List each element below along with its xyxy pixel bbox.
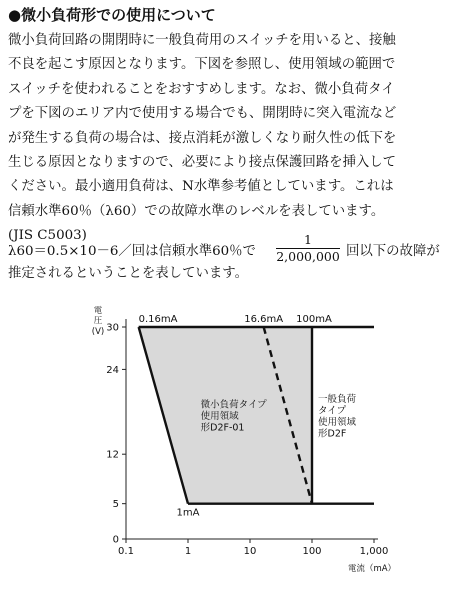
x-tick-label: 1 — [184, 546, 192, 557]
formula-prefix: λ60＝0.5×10－6／回は信頼水準60％で — [8, 244, 256, 259]
y-tick-label: 0 — [112, 534, 119, 546]
paragraph-line: が発生する負荷の場合は、接点消耗が激しくなり耐久性の低下を — [8, 130, 397, 146]
region-label: 微小負荷タイプ — [200, 399, 267, 411]
region-label: 形D2F — [318, 428, 347, 440]
x-tick-label: 10 — [243, 546, 257, 557]
paragraph-line: ください。最小適用負荷は、N水準参考値としています。これは — [8, 179, 394, 195]
y-axis-label-char: 圧 — [93, 316, 103, 326]
region-label: 使用領域 — [318, 416, 357, 428]
y-axis-label-char: 電 — [93, 306, 103, 316]
paragraph-line: 微小負荷回路の開閉時に一般負荷用のスイッチを用いると、接触 — [8, 33, 396, 48]
fraction-denominator: 2,000,000 — [276, 249, 340, 264]
x-axis-label: 電流（mA） — [347, 564, 397, 574]
region-label: 形D2F-01 — [200, 422, 245, 434]
region-label: 一般負荷 — [318, 393, 357, 405]
region-label: タイプ — [318, 405, 347, 417]
fraction-numerator: 1 — [276, 232, 340, 249]
region-label: 使用領域 — [200, 411, 239, 423]
annotation-label: 1mA — [176, 507, 200, 519]
x-tick-label: 0.1 — [118, 546, 134, 557]
y-axis-label-unit: (V) — [91, 327, 105, 337]
y-tick-label: 24 — [106, 364, 119, 376]
annotation-label: 100mA — [296, 314, 332, 325]
description-paragraph — [8, 29, 466, 249]
paragraph-line: スイッチを使われることをおすすめします。なお、微小負荷タイ — [8, 81, 395, 97]
formula-suffix: 回以下の故障が — [346, 244, 440, 259]
y-tick-label: 30 — [106, 322, 119, 334]
paragraph-line: 生じる原因となりますので、必要により接点保護回路を挿入して — [8, 155, 397, 171]
y-tick-label: 12 — [106, 449, 119, 461]
x-tick-label: 100 — [302, 546, 322, 557]
voltage-current-chart — [0, 294, 472, 599]
paragraph-line: 不良を起こす原因となります。下図を参照し、使用領域の範囲で — [8, 57, 396, 73]
x-tick-label: 1,000 — [359, 546, 389, 557]
paragraph-line: (JIS C5003) — [8, 228, 87, 244]
formula-line2: 推定されるということを表しています。 — [8, 266, 248, 281]
annotation-label: 16.6mA — [244, 314, 284, 325]
annotation-label: 0.16mA — [138, 314, 178, 325]
y-tick-label: 5 — [112, 499, 119, 511]
paragraph-line: プを下図のエリア内で使用する場合でも、開閉時に突入電流など — [8, 106, 397, 122]
paragraph-line: 信頼水準60％（λ60）での故障水準のレベルを表しています。 — [8, 203, 385, 219]
section-heading: ●微小負荷形での使用について — [8, 6, 216, 24]
formula-fraction — [276, 232, 340, 265]
